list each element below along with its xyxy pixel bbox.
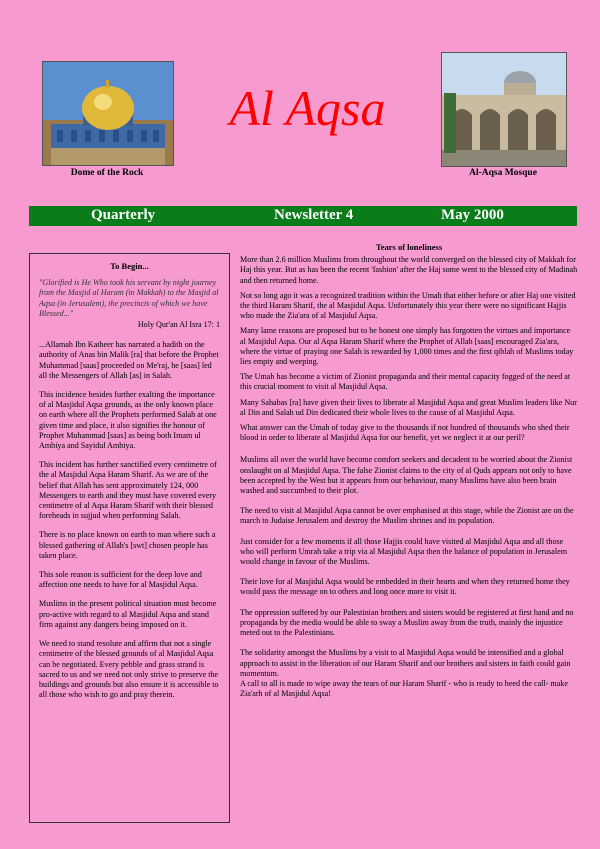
al-aqsa-mosque-caption: Al-Aqsa Mosque — [469, 168, 537, 178]
article-paragraph: Muslims in the present political situation must become pro-active with regard to al Masjidul Aqsa and stand firm against any dangers being imposed on it. — [39, 599, 217, 629]
al-aqsa-mosque-photo — [441, 52, 567, 167]
article-paragraph: More than 2.6 million Muslims from throughout the world converged on the blessed city of Makkah for Haj this year. But as has been the recent 'fashion' after the Haj some went to the blessed city of Madinah and then returned home. — [240, 255, 578, 285]
article-paragraph: This incidence besides further exalting the importance of al Masjidul Aqsa grounds, as the only known place on earth where all the Prophets performed Salah at one given time and place, it also signifies the honour of Prophet Muhammad [saas] as being both Imam ul Ambiya and Sayidul Ambiya. — [39, 390, 217, 451]
quran-quote: "Glorified is He Who took his servant by night journey from the Masjid al Haram (in Makkah) to the Masjid al Aqsa (in Jerusalem), the precincts of which we have Blessed..." — [39, 278, 219, 318]
article-paragraph: Just consider for a few moments if all those Hajjis could have visited al Masjidul Aqsa and all those who will perform Umrah take a trip via al Masjidul Aqsa then the balance of population in Jerusalem would change in favour of the Muslims. — [240, 536, 568, 567]
dome-of-the-rock-illustration — [43, 62, 173, 165]
quran-reference: Holy Qur'an Al Isra 17: 1 — [137, 320, 220, 330]
to-begin-article — [29, 253, 230, 823]
to-begin-heading: To Begin... — [110, 261, 149, 271]
newsletter-title: Al Aqsa — [229, 80, 386, 136]
article-paragraph: There is no place known on earth to man where such a blessed gathering of Allah's [swt] chosen people has taken place. — [39, 530, 216, 560]
tears-heading: Tears of loneliness — [375, 242, 443, 252]
newsletter-banner — [29, 206, 577, 226]
article-paragraph: This sole reason is sufficient for the deep love and affection one needs to have for al Masjidul Aqsa. — [39, 570, 202, 590]
article-paragraph: Their love for al Masjidul Aqsa would be embedded in their hearts and when they returned home they would pass the message on to others and long once more to visit it. — [240, 577, 570, 597]
banner-issue: Newsletter 4 — [274, 207, 354, 223]
article-paragraph: Not so long ago it was a recognized tradition within the Umah that either before or after Haj one visited the third Haram Sharif, the al Masjidul Aqsa. Unfortunately this year there were no significant Hajjis who made the Zia'ara of al Masjidul Aqsa. — [240, 290, 576, 321]
tears-of-loneliness-article — [240, 242, 578, 704]
article-paragraph: The solidarity amongst the Muslims by a visit to al Masjidul Aqsa would be intensified and a global approach to assist in the liberation of our Haram Sharif and our brothers and sisters in faith could gain momentum. — [240, 648, 571, 678]
article-paragraph: A call to all is made to wipe away the tears of our Haram Sharif - who is ready to heed the call- make Zia'arh of al Masjidul Aqsa! — [240, 678, 568, 699]
article-paragraph: Many lame reasons are proposed but to be honest one simply has forgotten the virtues and importance al Masjidul Aqsa. Our al Aqsa Haram Sharif where the Prophet of Allah [saas] encouraged Zia'ara, where the virtue of praying one Salah is rewarded by 1,000 times and the first qiblah of Muslims today lies empty and weeping. — [240, 326, 574, 367]
article-paragraph: This incident has further sanctified every centimetre of the al Masjidul Aqsa Haram Sharif. As we are of the belief that Allah has sent approximately 124, 000 Messengers to earth and they must have covered every centimetre of al Aqsa Haram Sharif with their blessed foreheads in sujjud when performing Salah. — [39, 460, 217, 521]
article-paragraph: Many Sahabas [ra] have given their lives to liberate al Masjidul Aqsa and great Muslim leaders like Nur al Din and Salah ud Din dedicated their whole lives to the cause of al Masjidul Aqsa. — [240, 397, 577, 417]
article-paragraph: What answer can the Umah of today give to the thousands if not hundred of thousands who shed their blood in order to liberate al Masjidul Aqsa for our benefit, yet we neglect it at our peril? — [240, 423, 570, 443]
article-paragraph: We need to stand resolute and affirm that not a single centimetre of the blessed grounds of al Masjidul Aqsa can be negotiated. Every pebble and grass strand is sacred to us and we need not only strive to preserve the buildings and grounds but also ensure it is accessible to all those who wish to go and pray therein. — [39, 639, 219, 700]
article-paragraph: Muslims all over the world have become comfort seekers and decadent to be worried about the Zionist onslaught on al Masjidul Aqsa. The false Zionist claims to the city of al Quds appears not only to have been accepted by the West but it appears from our behaviour, many Muslims have also been brain washed and succumbed to their plot. — [240, 455, 573, 496]
article-paragraph: The need to visit al Masjidul Aqsa cannot be over emphasised at this stage, while the Zionist are on the march to Judaise Jerusalem and destroy the Muslim shrines and its population. — [240, 506, 574, 526]
banner-date: May 2000 — [441, 207, 504, 223]
dome-of-the-rock-caption: Dome of the Rock — [70, 168, 144, 178]
banner-frequency: Quarterly — [91, 207, 156, 223]
article-paragraph: The Umah has become a victim of Zionist propaganda and their mental capacity fogged of the need at this crucial moment to visit al Masjidul Aqsa. — [240, 372, 571, 392]
al-aqsa-mosque-illustration — [442, 53, 566, 166]
article-paragraph: ...Allamah Ibn Katheer has narrated a hadith on the authority of Anas bin Malik [ra] that before the Prophet Muhammad [saas] proceeded on Me'raj, he [saas] led all the Messengers of Allah [as] in Salah. — [39, 340, 219, 380]
article-paragraph: The oppression suffered by our Palestinian brothers and sisters would be registered at first hand and no propaganda by the media would be able to sway a Muslim away from the truth, mainly the injustice meted out to the Palestinians. — [240, 607, 574, 638]
dome-of-the-rock-photo — [42, 61, 174, 166]
